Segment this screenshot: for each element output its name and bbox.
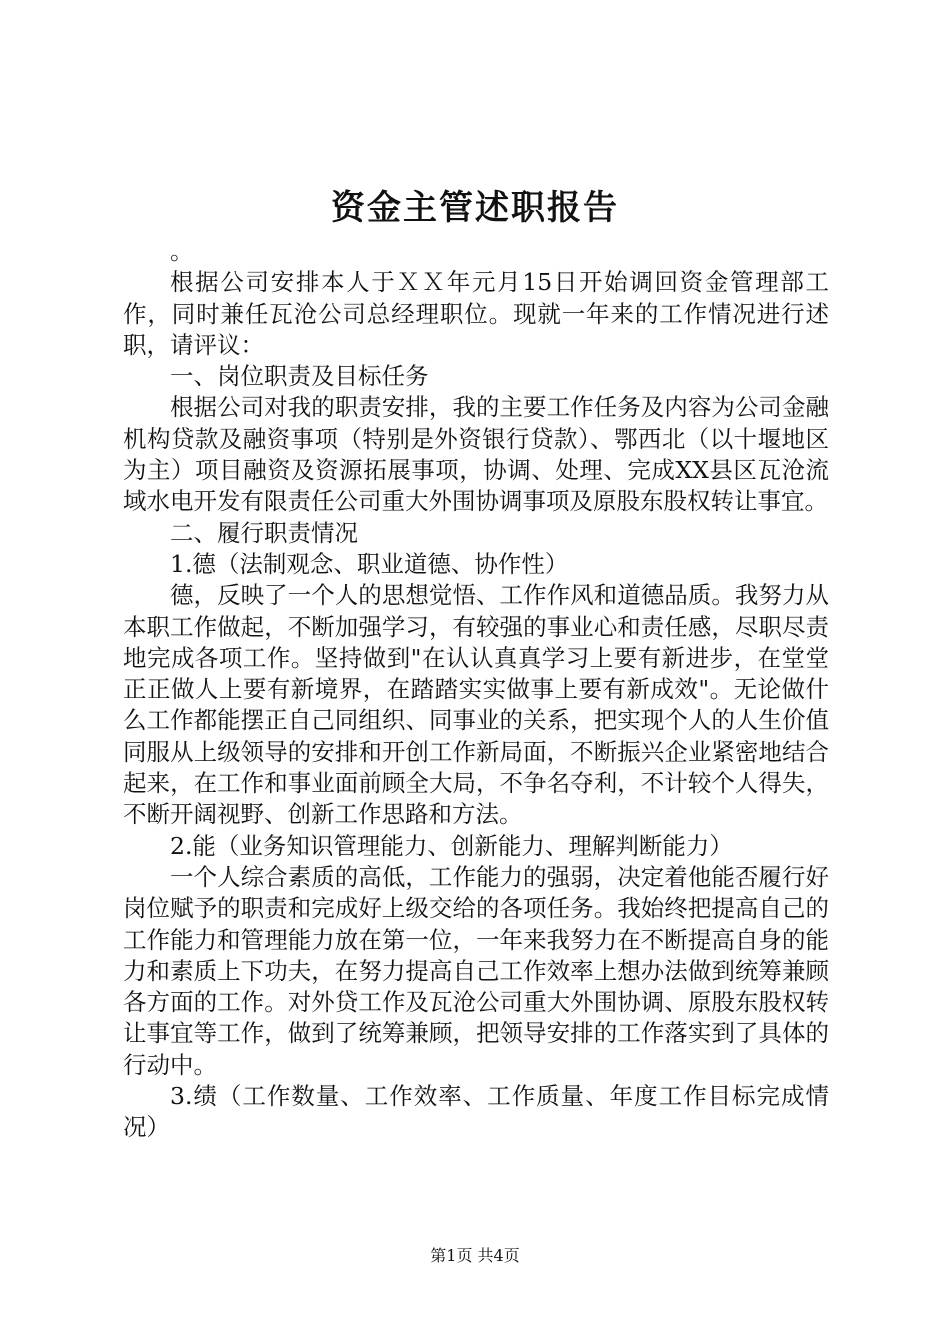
document-title: 资金主管述职报告 — [331, 188, 619, 228]
paragraph: 。 — [170, 237, 194, 265]
subsection-heading: 2.能（业务知识管理能力、创新能力、理解判断能力） — [170, 831, 733, 860]
paragraph: 德，反映了一个人的思想觉悟、工作作风和道德品质。我努力从本职工作做起，不断加强学习，有较强的事业心和责任感，尽职尽责地完成各项工作。坚持做到"在认认真真学习上要有新进步，在堂堂正正做人上要有新境界，在踏踏实实做事上要有新成效"。无论做什么工作都能摆正自己同组织、同事业的关系，把实现个人的人生价值同服从上级领导的安排和开创工作新局面，不断振兴企业紧密地结合起来，在工作和事业面前顾全大局，不争名夺利，不计较个人得失，不断开阔视野、创新工作思路和方法。 — [123, 581, 829, 829]
document-body — [123, 236, 829, 1144]
paragraph: 根据公司安排本人于ＸＸ年元月15日开始调回资金管理部工作，同时兼任瓦沧公司总经理职位。现就一年来的工作情况进行述职，请评议： — [123, 268, 829, 359]
subsection-heading: 3.绩（工作数量、工作效率、工作质量、年度工作目标完成情况） — [123, 1082, 829, 1142]
paragraph: 根据公司对我的职责安排，我的主要工作任务及内容为公司金融机构贷款及融资事项（特别是外资银行贷款）、鄂西北（以十堰地区为主）项目融资及资源拓展事项，协调、处理、完成XX县区瓦沧流域水电开发有限责任公司重大外围协调事项及原股东股权转让事宜。 — [123, 393, 829, 516]
section-heading: 二、履行职责情况 — [170, 518, 358, 547]
section-heading: 一、岗位职责及目标任务 — [170, 362, 429, 391]
page-footer: 第1页 共4页 — [430, 1246, 520, 1265]
subsection-heading: 1.德（法制观念、职业道德、协作性） — [170, 549, 569, 578]
paragraph: 一个人综合素质的高低，工作能力的强弱，决定着他能否履行好岗位赋予的职责和完成好上级交给的各项任务。我始终把提高自己的工作能力和管理能力放在第一位，一年来我努力在不断提高自身的能力和素质上下功夫，在努力提高自己工作效率上想办法做到统筹兼顾各方面的工作。对外贷工作及瓦沧公司重大外围协调、原股东股权转让事宜等工作，做到了统筹兼顾，把领导安排的工作落实到了具体的行动中。 — [123, 862, 829, 1079]
